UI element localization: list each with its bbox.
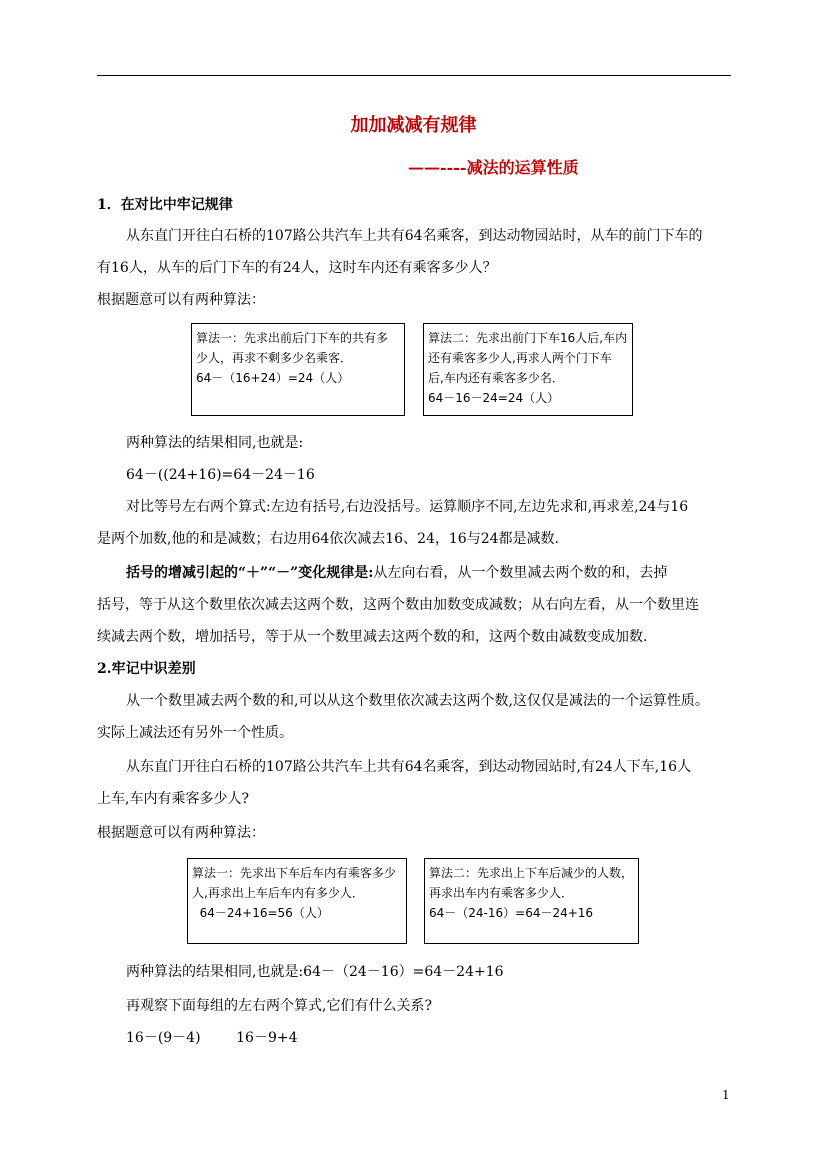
method-line: 算法一：先求出前后门下车的共有多 [196, 331, 389, 345]
compare-line1: 对比等号左右两个算式:左边有括号,右边没括号。运算顺序不同,左边先求和,再求差,24与16 [126, 499, 689, 515]
method-line: 算法一：先求出下车后车内有乘客多少 [192, 866, 397, 880]
example-pair: 16－(9－4) 16－9+4 [126, 1030, 298, 1046]
same-result2: 两种算法的结果相同,也就是:64－（24－16）=64－24+16 [126, 964, 504, 980]
method-line: 人,再求出上车后车内有多少人． [192, 886, 364, 900]
intro2: 根据题意可以有两种算法： [97, 825, 265, 841]
rule-line3: 续减去两个数，增加括号，等于从一个数里减去这两个数的和，这两个数由减数变成加数. [97, 629, 648, 645]
method-line: 64－（16+24）=24（人） [196, 371, 350, 385]
header-rule [97, 75, 731, 76]
para1-line2: 实际上减法还有另外一个性质。 [97, 725, 293, 741]
method-line: 还有乘客多少人,再求人两个门下车 [428, 351, 612, 365]
method-line: 后,车内还有乘客多少名． [428, 371, 564, 385]
method-line: 算法二：先求出前门下车16人后,车内 [428, 331, 628, 345]
para1-line1: 从一个数里减去两个数的和,可以从这个数里依次减去这两个数,这仅仅是减法的一个运算性质。 [126, 693, 709, 709]
method1-box-b [187, 858, 407, 944]
page-number: 1 [722, 1088, 730, 1102]
section2-heading: 2.牢记中识差别 [97, 661, 196, 677]
intro1: 根据题意可以有两种算法： [97, 292, 265, 308]
equation1: 64－((24+16)=64－24－16 [126, 467, 315, 483]
method-line: 再求出车内有乘客多少人． [429, 886, 574, 900]
compare-line2: 是两个加数,他的和是减数；右边用64依次减去16、24，16与24都是减数. [97, 531, 559, 547]
method-line: 64－24+16=56（人） [192, 906, 329, 920]
rule-line2: 括号，等于从这个数里依次减去这两个数，这两个数由加数变成减数；从右向左看，从一个数里连 [97, 597, 699, 613]
problem1-line2: 有16人，从车的后门下车的有24人，这时车内还有乘客多少人？ [97, 260, 497, 276]
page-subtitle: ——----减法的运算性质 [408, 158, 579, 177]
page-title: 加加减减有规律 [350, 115, 477, 136]
section1-heading: 1．在对比中牢记规律 [97, 197, 233, 213]
rule-bold-label: 括号的增减引起的“＋”“－”变化规律是: [126, 565, 374, 581]
same-result1: 两种算法的结果相同,也就是: [126, 435, 304, 451]
method-line: 64－16－24=24（人） [428, 391, 560, 405]
method1-box-a [191, 323, 405, 416]
problem2-line1: 从东直门开往白石桥的107路公共汽车上共有64名乘客，到达动物园站时,有24人下车,16人 [126, 759, 692, 775]
problem2-line2: 上车,车内有乘客多少人? [97, 791, 249, 807]
method-line: 少人，再求不剩多少名乘客． [196, 351, 353, 365]
rule-text: 从左向右看，从一个数里减去两个数的和，去掉 [373, 565, 668, 581]
method2-box-a [423, 323, 633, 416]
observe-question: 再观察下面每组的左右两个算式,它们有什么关系? [126, 998, 432, 1014]
rule-line1 [126, 564, 667, 582]
problem1-line1: 从东直门开往白石桥的107路公共汽车上共有64名乘客，到达动物园站时，从车的前门下车的 [126, 228, 703, 244]
method-line: 64－（24-16）=64－24+16 [429, 906, 594, 920]
method-line: 算法二：先求出上下车后减少的人数， [429, 866, 634, 880]
method2-box-b [424, 858, 639, 944]
